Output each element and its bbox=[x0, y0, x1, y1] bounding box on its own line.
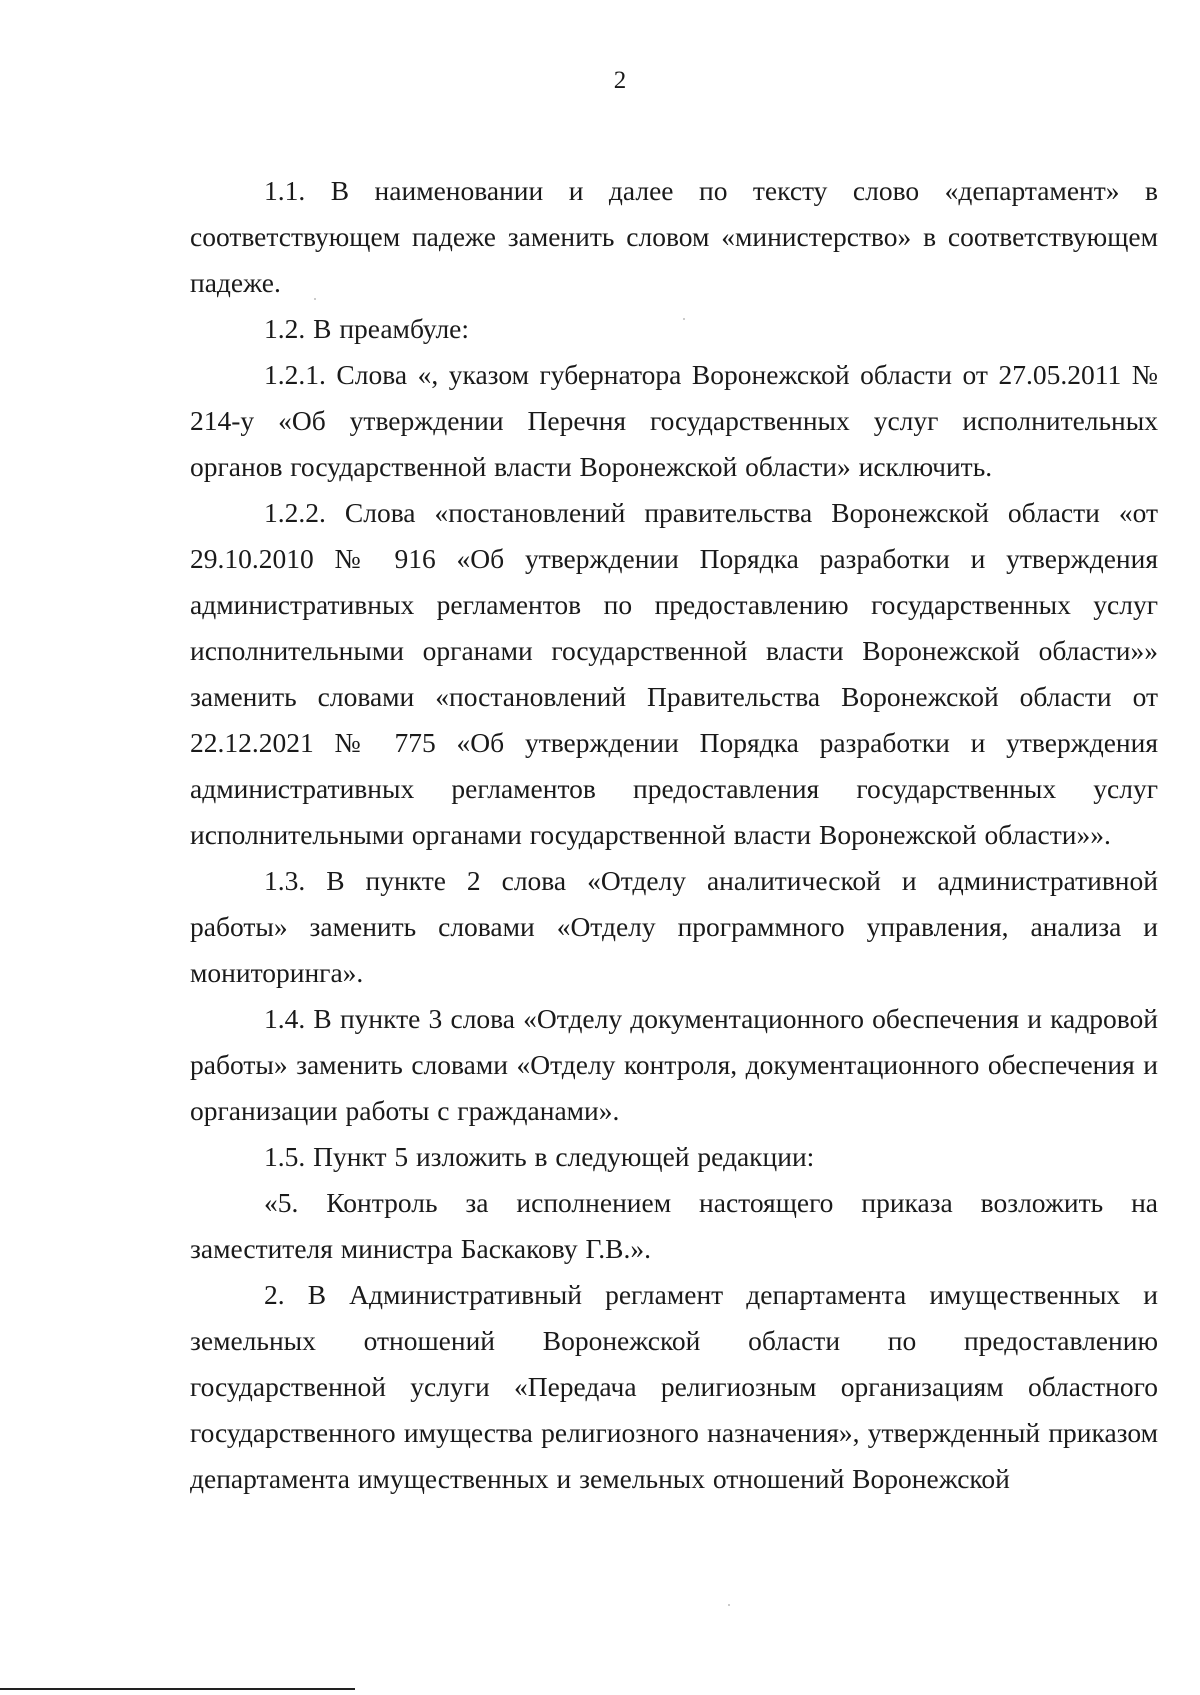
paragraph-1-1: 1.1. В наименовании и далее по тексту слово «департамент» в соответствующем падеже заменить словом «министерство» в соответствующем падеже. bbox=[190, 175, 1158, 298]
paragraph-1-2-2: 1.2.2. Слова «постановлений правительства Воронежской области «от 29.10.2010 № 916 «Об утверждении Порядка разработки и утверждения административных регламентов по предоставлению государственных услуг исполнительными органами государственной власти Воронежской области»» заменить словами «постановлений Правительства Воронежской области от 22.12.2021 № 775 «Об утверждении Порядка разработки и утверждения административных регламентов предоставления государственных услуг исполнительными органами государственной власти Воронежской области»». bbox=[190, 497, 1158, 850]
document-body bbox=[190, 168, 1158, 1502]
scan-speck bbox=[314, 298, 316, 300]
page-number: 2 bbox=[613, 67, 627, 94]
paragraph-1-5: 1.5. Пункт 5 изложить в следующей редакции: bbox=[264, 1141, 815, 1172]
paragraph-2: 2. В Административный регламент департамента имущественных и земельных отношений Воронежской области по предоставлению государственной услуги «Передача религиозным организациям областного государственного имущества религиозного назначения», утвержденный приказом департамента имущественных и земельных отношений Воронежской bbox=[190, 1279, 1158, 1494]
paragraph-1-4: 1.4. В пункте 3 слова «Отделу документационного обеспечения и кадровой работы» заменить словами «Отделу контроля, документационного обеспечения и организации работы с гражданами». bbox=[190, 1003, 1158, 1126]
bottom-rule-line bbox=[0, 1688, 355, 1690]
paragraph-1-2: 1.2. В преамбуле: bbox=[264, 313, 470, 344]
paragraph-1-2-1: 1.2.1. Слова «, указом губернатора Воронежской области от 27.05.2011 № 214-у «Об утверждении Перечня государственных услуг исполнительных органов государственной власти Воронежской области» исключить. bbox=[190, 359, 1158, 482]
paragraph-1-3: 1.3. В пункте 2 слова «Отделу аналитической и административной работы» заменить словами «Отделу программного управления, анализа и мониторинга». bbox=[190, 865, 1158, 988]
scan-speck bbox=[683, 318, 685, 320]
paragraph-quote-5: «5. Контроль за исполнением настоящего приказа возложить на заместителя министра Баскакову Г.В.». bbox=[190, 1187, 1158, 1264]
scan-speck bbox=[728, 1604, 730, 1606]
